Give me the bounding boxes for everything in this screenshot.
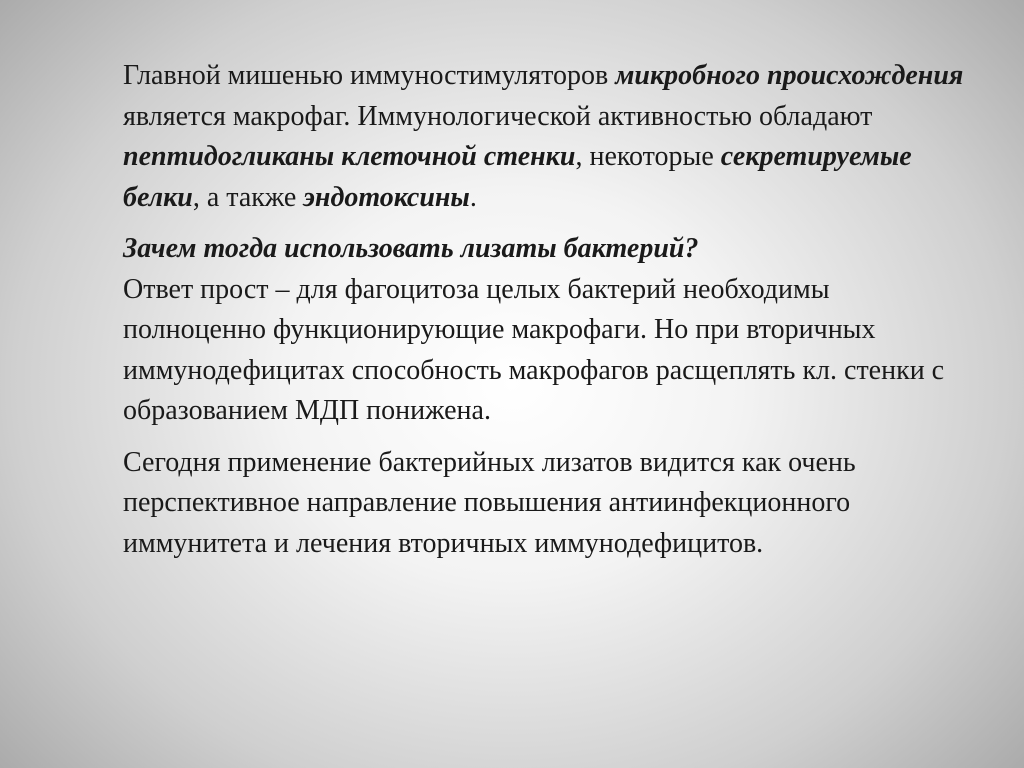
emphasis-endotoxins: эндотоксины (303, 181, 470, 213)
text-segment: . (469, 181, 477, 213)
paragraph-lysates-question (123, 229, 973, 432)
slide-body (123, 56, 973, 564)
answer-text: Ответ прост – для фагоцитоза целых бактерий необходимы полноценно функционирующие макрофаги. Но при вторичных иммунодефицитах способность макрофагов расщеплять кл. стенки с образованием МДП понижена. (123, 273, 945, 426)
emphasis-secreted-proteins: секретируемые белки (123, 141, 912, 213)
conclusion-text: Сегодня применение бактерийных лизатов видится как очень перспективное направление повышения антиинфекционного иммунитета и лечения вторичных иммунодефицитов. (123, 446, 856, 559)
text-segment: , а также (192, 181, 304, 213)
text-segment: Главной мишенью иммуностимуляторов (123, 60, 616, 91)
emphasis-peptidoglycans: пептидогликаны клеточной стенки (123, 141, 576, 172)
paragraph-macrophage-target (123, 56, 973, 218)
question-heading: Зачем тогда использовать лизаты бактерий? (123, 233, 699, 264)
text-segment: является макрофаг. Иммунологической активностью обладают (123, 100, 873, 132)
emphasis-microbial-origin: микробного происхождения (615, 60, 964, 91)
paragraph-conclusion (123, 443, 973, 565)
text-segment: , некоторые (575, 141, 721, 172)
